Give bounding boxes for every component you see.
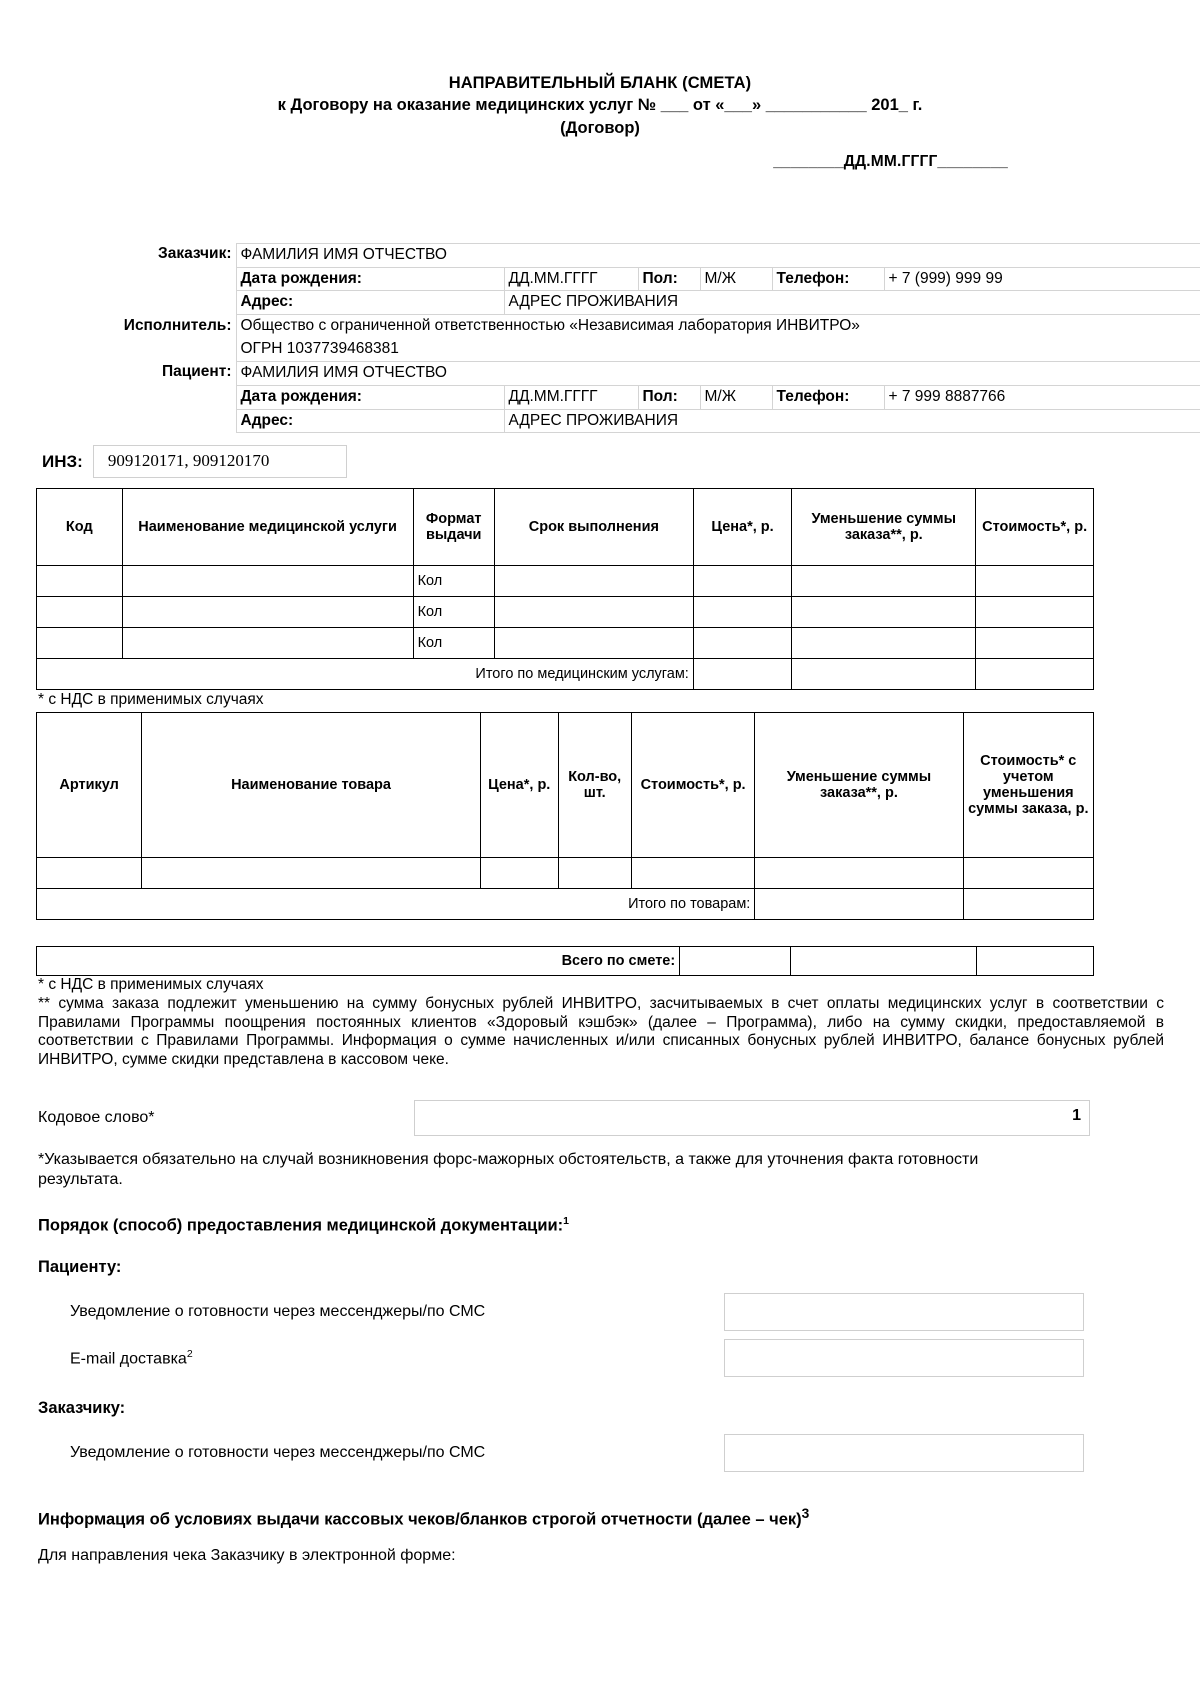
cell-format[interactable]: Кол [413,597,494,628]
cell-name[interactable] [122,628,413,659]
grand-total-reduction[interactable] [790,947,976,976]
executor-label: Исполнитель: [123,316,232,334]
services-total-reduction[interactable] [792,659,976,690]
goods-header-row [37,713,1094,858]
cell-reduction[interactable] [755,858,963,889]
contract-reference-line: к Договору на оказание медицинских услуг № ___ от «___» ___________ 201_ г. [277,96,923,115]
documentation-section-title-text: Порядок (способ) предоставления медицинской документации: [38,1216,564,1235]
customer-delivery-head: Заказчику: [38,1398,126,1417]
customer-option-sms-label: Уведомление о готовности через мессенджеры/по СМС [70,1443,486,1461]
patient-name-value[interactable]: ФАМИЛИЯ ИМЯ ОТЧЕСТВО [236,361,1200,385]
patient-dob-row [74,385,1200,409]
goods-total-cost[interactable] [963,889,1093,920]
cell-term[interactable] [494,566,693,597]
grand-total-table [36,946,1094,976]
patient-option-email-label [70,1348,724,1368]
spacer-cell [74,267,236,291]
goods-col-price: Цена*, р. [480,713,558,858]
receipts-text: Для направления чека Заказчику в электронной форме: [38,1547,456,1565]
goods-table [36,712,1094,920]
executor-ogrn-row [74,338,1200,361]
patient-dob-label: Дата рождения: [236,385,504,409]
customer-label: Заказчик: [158,245,232,263]
goods-table-wrap [0,712,1200,920]
cell-format[interactable]: Кол [413,566,494,597]
cell-term[interactable] [494,628,693,659]
goods-col-sku: Артикул [37,713,142,858]
services-col-term: Срок выполнения [494,489,693,566]
patient-address-label: Адрес: [236,409,504,433]
codeword-note: *Указывается обязательно на случай возникновения форс-мажорных обстоятельств, а также для уточнения факта готовности результата. [38,1150,979,1188]
table-row[interactable] [37,597,1094,628]
parties-table [74,243,1200,434]
cell-term[interactable] [494,597,693,628]
customer-sex-label: Пол: [638,267,700,291]
contract-paren-label: (Договор) [560,118,640,137]
cell-code[interactable] [37,628,123,659]
services-total-row [37,659,1094,690]
footnote-one-star: * с НДС в применимых случаях [38,976,264,994]
services-col-code: Код [37,489,123,566]
goods-total-label: Итого по товарам: [37,889,755,920]
table-row[interactable] [37,566,1094,597]
document-header [0,0,1200,139]
cell-qty[interactable] [558,858,631,889]
inz-row [0,445,1200,478]
patient-dob-value[interactable]: ДД.ММ.ГГГГ [504,385,638,409]
codeword-input[interactable] [414,1100,1090,1136]
patient-name-row [74,361,1200,385]
goods-col-reduction: Уменьшение суммы заказа**, р. [755,713,963,858]
goods-col-cost-final: Стоимость* с учетом уменьшения суммы заказа, р. [963,713,1093,858]
services-col-name: Наименование медицинской услуги [122,489,413,566]
goods-total-reduction[interactable] [755,889,963,920]
parties-block [0,243,1200,434]
goods-col-qty: Кол-во, шт. [558,713,631,858]
document-date-field[interactable]: ________ДД.ММ.ГГГГ________ [773,152,1008,170]
cell-reduction[interactable] [792,566,976,597]
page-title: НАПРАВИТЕЛЬНЫЙ БЛАНК (СМЕТА) [448,74,752,92]
receipts-section-title-text: Информация об условиях выдачи кассовых чеков/бланков строгой отчетности (далее – чек) [38,1510,802,1529]
cell-format[interactable]: Кол [413,628,494,659]
services-total-cost[interactable] [976,659,1094,690]
cell-cost-final[interactable] [963,858,1093,889]
patient-option-sms-label: Уведомление о готовности через мессенджеры/по СМС [70,1302,486,1320]
cell-code[interactable] [37,597,123,628]
customer-address-value[interactable]: АДРЕС ПРОЖИВАНИЯ [504,291,1200,315]
patient-phone-label: Телефон: [772,385,884,409]
footnotes-block [0,976,1200,1070]
services-total-price[interactable] [693,659,791,690]
cell-price[interactable] [480,858,558,889]
cell-cost[interactable] [976,566,1094,597]
cell-cost[interactable] [976,597,1094,628]
customer-name-row [74,243,1200,267]
customer-phone-value[interactable]: + 7 (999) 999 99 [884,267,1200,291]
grand-total-wrap [0,946,1200,976]
patient-sex-value[interactable]: М/Ж [700,385,772,409]
spacer-cell [74,385,236,409]
patient-address-value[interactable]: АДРЕС ПРОЖИВАНИЯ [504,409,1200,433]
codeword-label: Кодовое слово* [38,1108,155,1126]
receipts-section-title [0,1506,1200,1530]
cell-cost[interactable] [631,858,755,889]
executor-name-value: Общество с ограниченной ответственностью «Независимая лаборатория ИНВИТРО» [236,315,1200,338]
grand-total-cost[interactable] [680,947,791,976]
patient-option-email-input[interactable] [724,1339,1084,1377]
customer-address-row [74,291,1200,315]
patient-option-email-row [0,1339,1200,1377]
services-table-wrap [0,488,1200,690]
patient-label: Пациент: [161,363,232,381]
customer-phone-label: Телефон: [772,267,884,291]
goods-total-row [37,889,1094,920]
table-row[interactable] [37,628,1094,659]
customer-option-sms-row [0,1434,1200,1472]
grand-total-row [37,947,1094,976]
services-col-format: Формат выдачи [413,489,494,566]
patient-option-sms-input[interactable] [724,1293,1084,1331]
customer-dob-row [74,267,1200,291]
table-row[interactable] [37,858,1094,889]
cell-name[interactable] [122,597,413,628]
patient-option-email-sup: 2 [186,1347,193,1360]
goods-col-name: Наименование товара [142,713,481,858]
inz-value[interactable]: 909120171, 909120170 [93,445,347,478]
services-col-price: Цена*, р. [693,489,791,566]
grand-total-label: Всего по смете: [37,947,680,976]
patient-sex-label: Пол: [638,385,700,409]
cell-sku[interactable] [37,858,142,889]
footnote-two-star: ** сумма заказа подлежит уменьшению на сумму бонусных рублей ИНВИТРО, засчитываемых в счет оплаты медицинских услуг в соответствии с Правилами Программы поощрения постоянных клиентов «Здоровый кэшбэк» (далее – Программа), либо на сумму скидки, предоставляемой в соответствии с Правилами Программы. Информация о сумме начисленных и/или списанных бонусных рублей ИНВИТРО, балансе бонусных рублей ИНВИТРО, сумме скидки представлена в кассовом чеке. [38,994,1164,1069]
spacer-cell [74,291,236,315]
customer-address-label: Адрес: [236,291,504,315]
executor-ogrn-value: ОГРН 1037739468381 [236,338,1200,361]
cell-price[interactable] [693,597,791,628]
cell-reduction[interactable] [792,628,976,659]
inz-label: ИНЗ: [42,451,83,471]
spacer-cell [74,338,236,361]
documentation-section-title-sup: 1 [563,1215,569,1228]
receipts-section-title-sup: 3 [801,1505,810,1521]
services-vat-note: * с НДС в применимых случаях [38,691,264,709]
cell-reduction[interactable] [792,597,976,628]
patient-option-sms-row [0,1293,1200,1331]
services-header-row [37,489,1094,566]
cell-name[interactable] [122,566,413,597]
cell-name[interactable] [142,858,481,889]
cell-price[interactable] [693,628,791,659]
customer-sex-value[interactable]: М/Ж [700,267,772,291]
services-col-cost: Стоимость*, р. [976,489,1094,566]
documentation-section-title [0,1215,1200,1236]
goods-col-cost: Стоимость*, р. [631,713,755,858]
patient-option-email-text: E-mail доставка [70,1350,187,1368]
cell-code[interactable] [37,566,123,597]
patient-phone-value[interactable]: + 7 999 8887766 [884,385,1200,409]
customer-dob-value[interactable]: ДД.ММ.ГГГГ [504,267,638,291]
cell-price[interactable] [693,566,791,597]
grand-total-final[interactable] [977,947,1094,976]
codeword-value: 1 [1072,1106,1081,1124]
services-total-label: Итого по медицинским услугам: [37,659,694,690]
customer-dob-label: Дата рождения: [236,267,504,291]
spacer-cell [74,409,236,433]
customer-option-sms-input[interactable] [724,1434,1084,1472]
customer-name-value[interactable]: ФАМИЛИЯ ИМЯ ОТЧЕСТВО [236,243,1200,267]
patient-delivery-head: Пациенту: [38,1257,122,1276]
services-col-reduction: Уменьшение суммы заказа**, р. [792,489,976,566]
cell-cost[interactable] [976,628,1094,659]
services-table [36,488,1094,690]
codeword-row [0,1100,1200,1136]
patient-address-row [74,409,1200,433]
executor-name-row [74,315,1200,338]
